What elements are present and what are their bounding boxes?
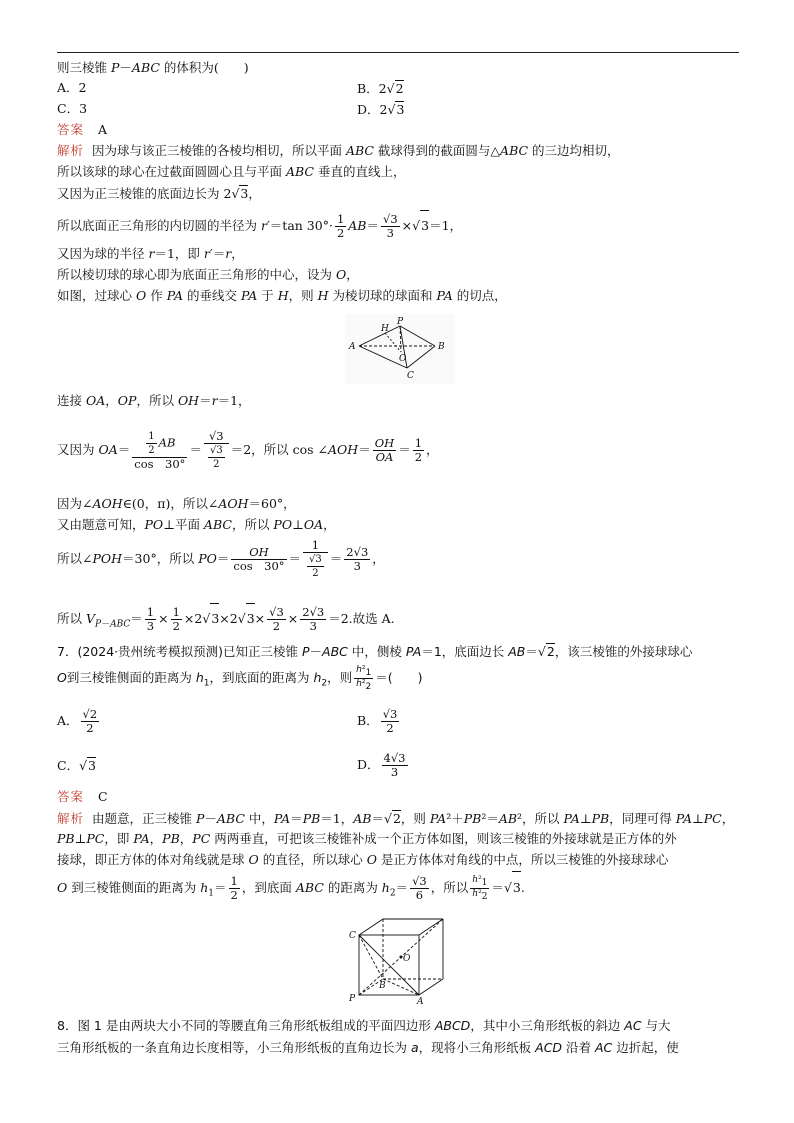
header-rule xyxy=(57,52,739,53)
q6-analysis-line-6: 所以棱切球的球心即为底面正三角形的中心，设为 O， xyxy=(57,267,359,282)
fig2-label-o: O xyxy=(403,954,411,964)
q8-line-1: 8．图 1 是由两块大小不同的等腰直角三角形纸板组成的平面四边形 ABCD，其中小三角形纸板的斜边 AC 与大 xyxy=(57,1018,671,1033)
q8-line-2: 三角形纸板的一条直角边长度相等，小三角形纸板的直角边长为 a，现将小三角形纸板 ACD 沿着 AC 边折起，使 xyxy=(57,1040,679,1055)
q7-stem-line-2: O到三棱锥侧面的距离为 $h_1$，到底面的距离为 $h_2$，则 $\frac{h^2_1}{h^2_2}$ ＝( ) xyxy=(57,665,423,692)
q6-option-d: D．2√ 3 xyxy=(357,101,404,118)
q7-option-d: D． $\frac{4√3}{3}$ xyxy=(357,751,406,779)
fig1-label-a: A xyxy=(349,342,356,352)
q7-stem-line-1: 7．(2024·贵州统考模拟预测)已知正三棱锥 P－ABC 中，侧棱 PA＝1，底面边长 AB＝√ 2，该三棱锥的外接球球心 xyxy=(57,643,692,660)
q6-option-a: A．2 xyxy=(57,80,87,95)
q6-analysis-line-2: 所以该球的球心在过截面圆圆心且与平面 ABC 垂直的直线上， xyxy=(57,164,406,179)
analysis-label: 解析 xyxy=(57,811,85,826)
fig1-label-h: H xyxy=(381,324,389,334)
cube-figure xyxy=(345,915,453,1005)
q6-analysis-line-1: 解析 因为球与该正三棱锥的各棱均相切，所以平面 ABC 截球得到的截面圆与△ABC 的三边均相切， xyxy=(57,143,620,158)
q6-answer xyxy=(57,122,107,138)
q6-analysis-line-3: 又因为正三棱锥的底面边长为 2√ 3， xyxy=(57,185,261,202)
q7-option-a: A． $\frac{√2}{2}$ xyxy=(57,707,98,735)
fig2-label-a: A xyxy=(417,997,424,1005)
q6-analysis-line-13: 所以 $V_{P-ABC}=$ $\frac{1}{3}$ × $\frac{1}{2}$ ×2√ 3×2√ 3× $\frac{√3}{2}$ × $\frac{2√3}{3}$ ＝2.故选 A. xyxy=(57,603,395,640)
analysis-label: 解析 xyxy=(57,143,85,158)
q6-analysis-line-9: 又因为 OA＝ $\frac{1}{2}$ AB cos 30° ＝ $\frac{√3}{\frac{√3}{2}}$ ＝2，所以 cos ∠AOH＝ $\frac{OH}{OA}$ ＝ $\frac{1}{2}$ ， xyxy=(57,429,439,471)
q6-analysis-line-7: 如图，过球心 O 作 PA 的垂线交 PA 于 H，则 H 为棱切球的球面和 PA 的切点， xyxy=(57,288,507,303)
q6-stem: 则三棱锥 P－ABC 的体积为( ) xyxy=(57,60,249,75)
fig1-label-p: P xyxy=(397,317,404,327)
q6-analysis-line-8: 连接 OA，OP，所以 OH＝r＝1， xyxy=(57,393,251,408)
q7-analysis-line-1: 解析 由题意，正三棱锥 P－ABC 中，PA＝PB＝1，AB＝√ 2，则 PA²＋PB²＝AB²，所以 PA⊥PB，同理可得 PA⊥PC， xyxy=(57,810,734,827)
answer-label: 答案 xyxy=(57,789,85,804)
q6-analysis-line-12: 所以∠POH＝30°，所以 PO＝ $\frac{OH}{\cos 30^\circ}$ ＝ $\frac{1}{\frac{√3}{2}}$ ＝ $\frac{2√3}{3}$ ， xyxy=(57,538,385,579)
q6-option-c: C．3 xyxy=(57,101,88,116)
fig1-label-o: O xyxy=(399,354,407,364)
fig2-label-b: B xyxy=(379,981,386,991)
fig2-label-p: P xyxy=(349,994,356,1004)
q6-analysis-line-10: 因为∠AOH∈(0，π)，所以∠AOH＝60°， xyxy=(57,496,296,511)
q6-option-b: B．2√ 2 xyxy=(357,80,404,97)
q7-analysis-line-3: 接球，即正方体的体对角线就是球 O 的直径，所以球心 O 是正方体体对角线的中点，所以三棱锥的外接球球心 xyxy=(57,852,669,867)
answer-value: A xyxy=(98,122,108,137)
tetrahedron-figure xyxy=(345,314,455,384)
q7-analysis-line-2: PB⊥PC，即 PA，PB，PC 两两垂直，可把该三棱锥补成一个正方体如图，则该三棱锥的外接球就是正方体的外 xyxy=(57,831,677,846)
q7-option-c: C．√ 3 xyxy=(57,757,96,774)
q7-analysis-line-4: O 到三棱锥侧面的距离为 $h_1=$ $\frac{1}{2}$ ，到底面 ABC 的距离为 $h_2=$ $\frac{√3}{6}$ ，所以 $\frac{h^2_1}{h^2_2}$ ＝√ 3. xyxy=(57,871,525,910)
fig1-label-c: C xyxy=(407,371,414,381)
q6-analysis-line-5: 又因为球的半径 r＝1，即 r′＝r， xyxy=(57,246,244,261)
q7-option-b: B． $\frac{√3}{2}$ xyxy=(357,707,398,735)
answer-value: C xyxy=(98,789,108,804)
q7-answer xyxy=(57,789,108,805)
fig2-label-c: C xyxy=(349,931,356,941)
q6-analysis-line-11: 又由题意可知，PO⊥平面 ABC，所以 PO⊥OA， xyxy=(57,517,336,532)
q6-analysis-line-4: 所以底面正三角形的内切圆的半径为 r′＝tan 30°· $\frac{1}{2}$ AB＝ $\frac{√3}{3}$ ×√ 3＝1， xyxy=(57,210,462,241)
answer-label: 答案 xyxy=(57,122,85,137)
fig1-label-b: B xyxy=(438,342,445,352)
